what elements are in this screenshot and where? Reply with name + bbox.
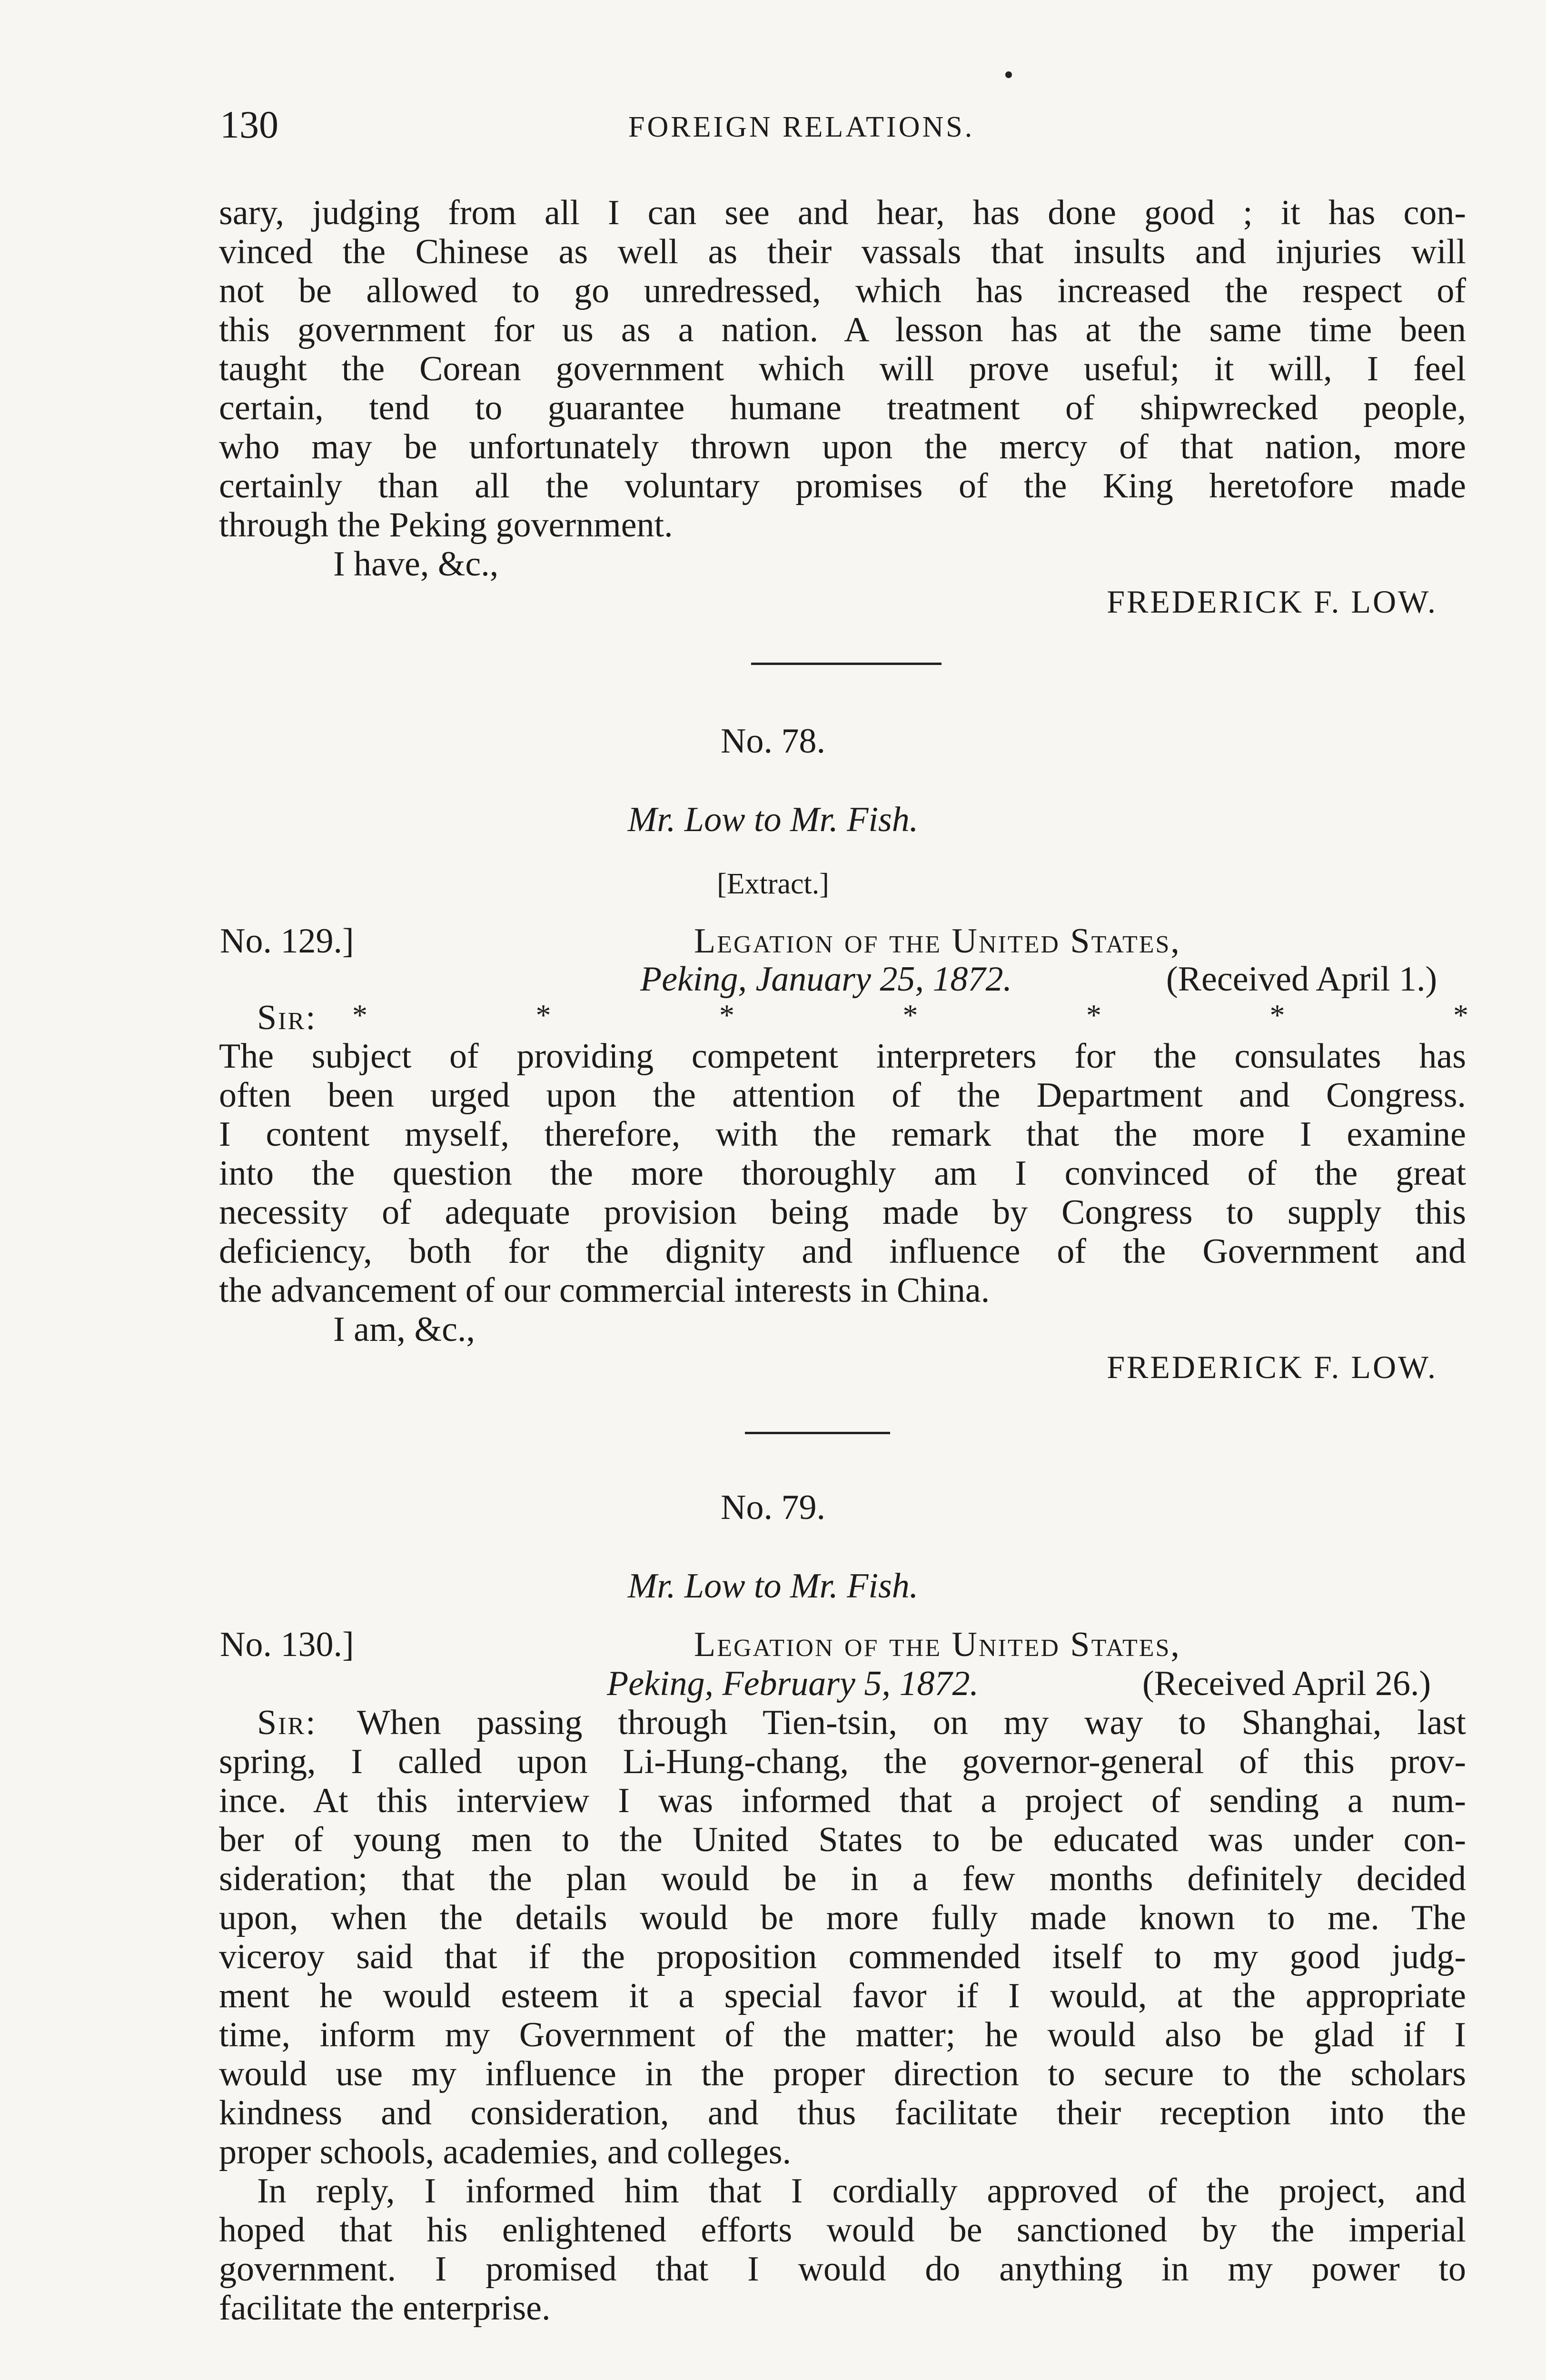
letter-title: Mr. Low to Mr. Fish. <box>627 800 919 839</box>
body-line: necessity of adequate provision being made by Congress to supply this <box>219 1193 1466 1232</box>
extract-note: [Extract.] <box>717 868 829 900</box>
body-line: deficiency, both for the dignity and influence of the Government and <box>219 1232 1466 1271</box>
body-line: kindness and consideration, and thus facilitate their reception into the <box>219 2093 1466 2132</box>
place-date: Peking, January 25, 1872. <box>640 960 1012 999</box>
body-line: this government for us as a nation. A lesson has at the same time been <box>219 310 1466 349</box>
place-date: Peking, February 5, 1872. <box>607 1664 979 1703</box>
body-line: spring, I called upon Li-Hung-chang, the governor-general of this prov- <box>219 1742 1466 1781</box>
star: * <box>1269 998 1285 1032</box>
letter-title: Mr. Low to Mr. Fish. <box>627 1567 919 1606</box>
body-line: ber of young men to the United States to be educated was under con- <box>219 1820 1466 1859</box>
body-line: When passing through Tien-tsin, on my way to Shanghai, last <box>357 1703 1466 1742</box>
body-line: through the Peking government. <box>219 506 673 545</box>
star: * <box>1086 998 1101 1032</box>
salutation: Sir: <box>257 998 317 1037</box>
body-line: sary, judging from all I can see and hear, has done good ; it has con- <box>219 193 1466 232</box>
legation-heading: Legation of the United States, <box>694 1625 1181 1664</box>
signature: FREDERICK F. LOW. <box>1107 1349 1437 1385</box>
body-line: not be allowed to go unredressed, which has increased the respect of <box>219 271 1466 310</box>
salutation: Sir: <box>257 1703 317 1742</box>
received-date: (Received April 1.) <box>1166 960 1437 999</box>
star: * <box>1453 998 1468 1032</box>
signature: FREDERICK F. LOW. <box>1107 584 1437 620</box>
star: * <box>535 998 551 1032</box>
received-date: (Received April 26.) <box>1142 1664 1431 1703</box>
closing: I am, &c., <box>333 1310 475 1349</box>
body-line: proper schools, academies, and colleges. <box>219 2132 792 2172</box>
body-line: who may be unfortunately thrown upon the mercy of that nation, more <box>219 427 1466 466</box>
document-number: No. 79. <box>721 1488 825 1527</box>
body-line: taught the Corean government which will prove useful; it will, I feel <box>219 349 1466 388</box>
page-number: 130 <box>220 103 278 146</box>
legation-heading: Legation of the United States, <box>694 922 1181 961</box>
body-line: certain, tend to guarantee humane treatment of shipwrecked people, <box>219 388 1466 427</box>
body-line: government. I promised that I would do anything in my power to <box>219 2250 1466 2289</box>
dispatch-number: No. 129.] <box>220 922 354 961</box>
body-line: the advancement of our commercial interests in China. <box>219 1271 990 1310</box>
star: * <box>902 998 918 1032</box>
closing: I have, &c., <box>333 545 499 584</box>
body-line: vinced the Chinese as well as their vassals that insults and injuries will <box>219 232 1466 271</box>
body-line: would use my influence in the proper direction to secure to the scholars <box>219 2054 1466 2093</box>
section-rule <box>751 663 941 665</box>
print-speck <box>1005 71 1012 78</box>
star: * <box>719 998 734 1032</box>
body-line: ment he would esteem it a special favor if I would, at the appropriate <box>219 1976 1466 2015</box>
section-rule <box>745 1432 890 1434</box>
body-line: certainly than all the voluntary promises of the King heretofore made <box>219 466 1466 506</box>
body-line: into the question the more thoroughly am I convinced of the great <box>219 1154 1466 1193</box>
body-line: viceroy said that if the proposition commended itself to my good judg- <box>219 1937 1466 1976</box>
omission-stars <box>352 998 1468 1033</box>
body-line: In reply, I informed him that I cordially approved of the project, and <box>257 2172 1466 2211</box>
body-line: sideration; that the plan would be in a few months definitely decided <box>219 1859 1466 1898</box>
body-line: often been urged upon the attention of the Department and Congress. <box>219 1076 1466 1115</box>
body-line: ince. At this interview I was informed that a project of sending a num- <box>219 1781 1466 1820</box>
body-line: I content myself, therefore, with the remark that the more I examine <box>219 1115 1466 1154</box>
body-line: hoped that his enlightened efforts would be sanctioned by the imperial <box>219 2211 1466 2250</box>
body-line: facilitate the enterprise. <box>219 2289 551 2328</box>
running-title: FOREIGN RELATIONS. <box>628 111 975 143</box>
star: * <box>352 998 367 1032</box>
document-number: No. 78. <box>721 722 825 761</box>
body-line: upon, when the details would be more fully made known to me. The <box>219 1898 1466 1937</box>
dispatch-number: No. 130.] <box>220 1625 354 1664</box>
body-line: time, inform my Government of the matter; he would also be glad if I <box>219 2015 1466 2054</box>
body-line: The subject of providing competent interpreters for the consulates has <box>219 1037 1466 1076</box>
